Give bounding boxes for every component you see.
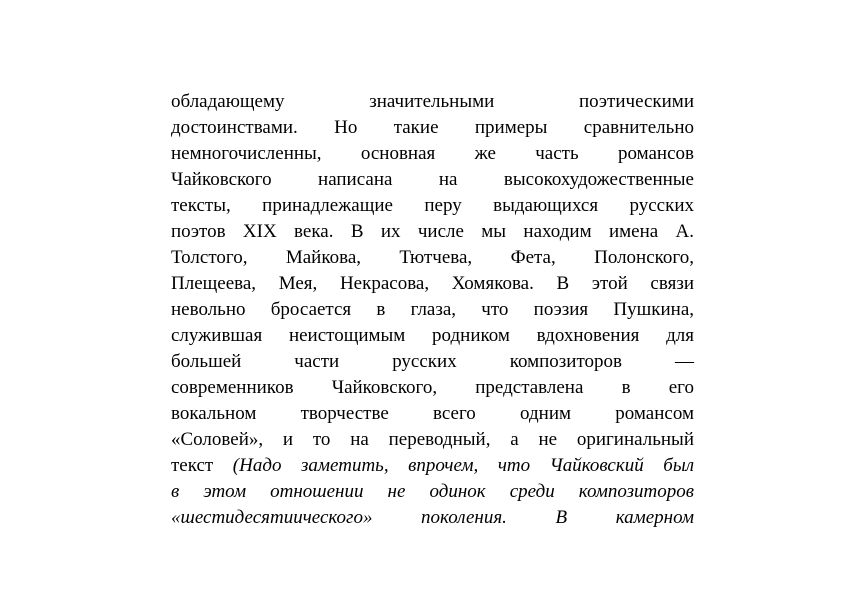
text-line-italic: в этом отношении не одинок среди композиторов: [171, 481, 694, 502]
text-line: обладающему значительными поэтическими: [171, 91, 694, 112]
text-line: служившая неистощимым родником вдохновения для: [171, 325, 694, 346]
text-line: вокальном творчестве всего одним романсом: [171, 403, 694, 424]
text-segment-italic: (Надо заметить, впрочем, что Чайковский был: [232, 455, 694, 476]
body-text: [171, 89, 694, 531]
text-line: «Соловей», и то на переводный, а не оригинальный: [171, 429, 694, 450]
text-line: Толстого, Майкова, Тютчева, Фета, Полонского,: [171, 247, 694, 268]
text-line-mixed: [171, 453, 694, 479]
text-line: современников Чайковского, представлена в его: [171, 377, 694, 398]
text-line: Плещеева, Мея, Некрасова, Хомякова. В этой связи: [171, 273, 694, 294]
text-line: немногочисленны, основная же часть романсов: [171, 143, 694, 164]
text-line-italic: «шестидесятиического» поколения. В камерном: [171, 507, 694, 528]
text-line: достоинствами. Но такие примеры сравнительно: [171, 117, 694, 138]
text-line: тексты, принадлежащие перу выдающихся русских: [171, 195, 694, 216]
text-line: большей части русских композиторов —: [171, 351, 694, 372]
text-line: Чайковского написана на высокохудожественные: [171, 169, 694, 190]
text-line: невольно бросается в глаза, что поэзия Пушкина,: [171, 299, 694, 320]
text-segment-normal: текст: [171, 455, 233, 476]
text-line: поэтов XIX века. В их числе мы находим имена А.: [171, 221, 694, 242]
